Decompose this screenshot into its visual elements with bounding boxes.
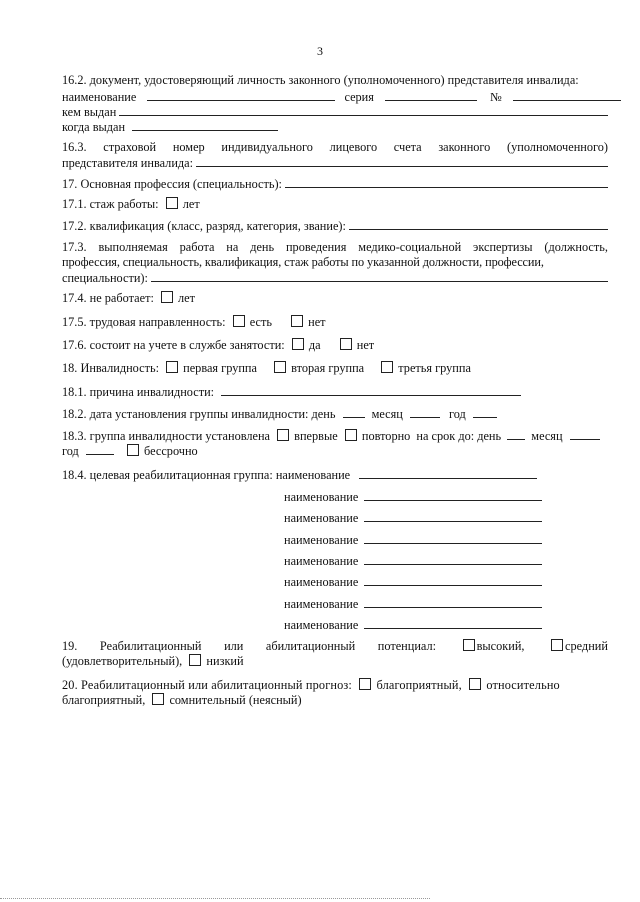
experience-box[interactable] [166,197,178,209]
item-label: наименование [284,533,359,547]
group2-checkbox[interactable] [274,361,286,373]
group3-checkbox[interactable] [381,361,393,373]
s18-3-row [62,428,608,443]
s17-5-row [62,315,608,329]
year-field[interactable] [473,406,497,418]
first-time-checkbox[interactable] [277,429,289,441]
series-label: серия [344,90,374,104]
s18-3-row2 [62,443,608,458]
s17-3-line2: профессия, специальность, квалификация, стаж работы по указанной должности, профессии, [62,255,544,269]
word: 17.3. [62,240,87,254]
not-working-label: 17.4. не работает: [62,291,154,305]
doc-series-field[interactable] [385,89,477,101]
word: работа [179,240,215,254]
prognosis-label: 20. Реабилитационный или абилитационный прогноз: [62,678,352,692]
item-label: наименование [284,511,359,525]
repeat-label: повторно [361,429,411,443]
potential-medium-checkbox[interactable] [551,639,563,651]
number-label: № [490,90,502,104]
employment-yes-label: да [308,338,321,352]
s18-row [62,361,608,375]
word: или [224,639,244,653]
item-label: наименование [284,575,359,589]
page-edge-divider [0,898,430,899]
profession-label: 17. Основная профессия (специальность): [62,177,282,191]
issued-by-label: кем выдан [62,105,117,119]
doc-number-field[interactable] [513,89,621,101]
word: 19. [62,639,78,653]
potential-low-label: низкий [206,654,244,668]
potential-high-checkbox[interactable] [463,639,475,651]
page-number: 3 [317,44,323,58]
labor-no-checkbox[interactable] [291,315,303,327]
word: страховой [103,140,157,154]
rehab-group-item [284,532,542,547]
s18-1-row [62,384,608,399]
rehab-group-item [284,574,542,589]
employment-service-label: 17.6. состоит на учете в службе занятости: [62,338,285,352]
potential-high-label: высокий, [476,639,525,653]
item-field[interactable] [364,617,542,629]
years-unit: лет [178,291,195,305]
potential-low-checkbox[interactable] [189,654,201,666]
s17-1-row [62,197,608,211]
word: счета [393,140,422,154]
s20-row [62,678,608,692]
s17-3-title [62,240,608,254]
item-label: наименование [284,597,359,611]
item-field[interactable] [364,574,542,586]
month-field[interactable] [410,406,440,418]
profession-field[interactable] [285,176,608,188]
issued-by-field[interactable] [119,104,608,116]
qualification-field[interactable] [349,218,608,230]
rehab-group-label: 18.4. целевая реабилитационная группа: наименование [62,468,351,482]
potential-medium-label: средний [565,639,608,653]
s18-2-row [62,406,608,421]
word: индивидуального [221,140,313,154]
labor-orientation-label: 17.5. трудовая направленность: [62,315,226,329]
experience-label: 17.1. стаж работы: [62,197,159,211]
disability-cause-label: 18.1. причина инвалидности: [62,385,215,399]
specialities-label: специальности): [62,271,148,285]
repeat-checkbox[interactable] [345,429,357,441]
s16-2-title: 16.2. документ, удостоверяющий личность законного (уполномоченного) представителя инвалида: [62,73,579,87]
word: абилитационный [265,639,356,653]
indefinite-label: бессрочно [144,444,198,458]
prognosis-relative-label: относительно [486,678,560,692]
disability-label: 18. Инвалидность: [62,361,159,375]
group1-label: первая группа [183,361,257,375]
s19-row [62,639,608,653]
s17-3-row [62,270,608,285]
name-label: наименование [62,90,137,104]
s18-4-row [62,467,608,482]
word: номер [172,140,205,154]
s17-4-row [62,291,608,305]
term-label: на срок до: день [416,429,502,443]
rehab-group-field[interactable] [359,467,537,479]
item-field[interactable] [364,596,542,608]
prognosis-favorable-checkbox[interactable] [359,678,371,690]
prognosis-doubtful-checkbox[interactable] [152,693,164,705]
years-unit: лет [182,197,200,211]
word: на [226,240,239,254]
s16-2-date-row [62,119,608,134]
word: Реабилитационный [99,639,202,653]
s16-3-title [62,140,608,154]
rehab-group-item [284,510,542,525]
s16-3-row [62,155,608,170]
representative-label: представителя инвалида: [62,156,194,170]
item-field[interactable] [364,510,542,522]
group-established-label: 18.3. группа инвалидности установлена [62,429,271,443]
employment-yes-checkbox[interactable] [292,338,304,350]
word: (уполномоченного) [507,140,608,154]
date-established-label: 18.2. дата установления группы инвалидности: день [62,407,336,421]
prognosis-favorable-label: благоприятный, [376,678,462,692]
term-month-field[interactable] [570,428,600,440]
doc-name-field[interactable] [147,89,335,101]
issued-date-label: когда выдан [62,120,126,134]
first-time-label: впервые [294,429,338,443]
item-field[interactable] [364,553,542,565]
day-field[interactable] [343,406,365,418]
labor-yes-checkbox[interactable] [233,315,245,327]
word: экспертизы [473,240,533,254]
word: выполняемая [98,240,168,254]
s16-2-issuedby-row [62,104,608,119]
labor-yes-label: есть [249,315,272,329]
s17-6-row [62,338,608,352]
group3-label: третья группа [398,361,471,375]
rehab-group-item [284,596,542,611]
s16-2-row [62,89,608,104]
employment-no-checkbox[interactable] [340,338,352,350]
s20-row2 [62,693,608,707]
year-label: год [62,444,79,458]
term-day-field[interactable] [507,428,525,440]
word: день [250,240,275,254]
issued-date-field[interactable] [132,119,278,131]
group1-checkbox[interactable] [166,361,178,373]
word: 16.3. [62,140,87,154]
s17-2-row [62,218,608,233]
item-field[interactable] [364,532,542,544]
word: потенциал: [377,639,437,653]
s19-row2 [62,654,608,668]
word: (должность, [544,240,608,254]
item-label: наименование [284,490,359,504]
word: проведения [285,240,347,254]
prognosis-relative-checkbox[interactable] [469,678,481,690]
s17-row [62,176,608,191]
word: лицевого [329,140,378,154]
item-label: наименование [284,554,359,568]
rehab-group-item [284,617,542,632]
not-working-box[interactable] [161,291,173,303]
qualification-label: 17.2. квалификация (класс, разряд, категория, звание): [62,219,346,233]
month-label: месяц [531,429,563,443]
satisfactory-label: (удовлетворительный), [62,654,183,668]
prognosis-doubtful-label: сомнительный (неясный) [169,693,302,707]
group2-label: вторая группа [291,361,365,375]
item-label: наименование [284,618,359,632]
item-field[interactable] [364,489,542,501]
word: законного [438,140,491,154]
employment-no-label: нет [356,338,375,352]
rehab-group-item [284,489,542,504]
disability-cause-field[interactable] [221,384,521,396]
year-label: год [449,407,466,421]
month-label: месяц [371,407,403,421]
labor-no-label: нет [308,315,326,329]
term-year-field[interactable] [86,443,114,455]
indefinite-checkbox[interactable] [127,444,139,456]
current-job-field[interactable] [151,270,608,282]
rehab-group-item [284,553,542,568]
snils-field[interactable] [196,155,608,167]
favorable-cont-label: благоприятный, [62,693,146,707]
word: медико-социальной [358,240,462,254]
